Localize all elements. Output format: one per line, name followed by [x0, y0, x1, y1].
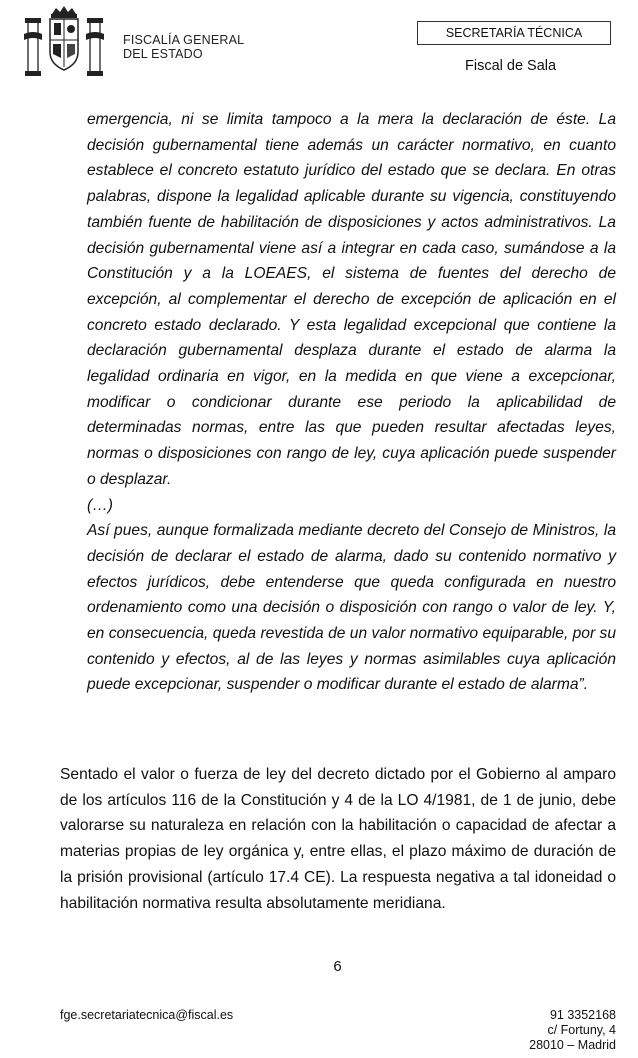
footer-email: fge.secretariatecnica@fiscal.es	[60, 1008, 234, 1022]
section-box: SECRETARÍA TÉCNICA	[417, 21, 611, 45]
quote-ellipsis: (…)	[87, 496, 113, 514]
body-paragraph: Sentado el valor o fuerza de ley del decreto dictado por el Gobierno al amparo de los artículos 116 de la Constitución y 4 de la LO 4/1981, de 1 de junio, debe valorarse su naturaleza en relación con la habilitación o capacidad de afectar a materias propias de ley orgánica y, entre ellas, el plazo máximo de duración de la prisión provisional (artículo 17.4 CE). La respuesta negativa a tal idoneidad o habilitación normativa resulta absolutamente meridiana.	[60, 766, 616, 912]
footer-phone: 91 3352168	[549, 1008, 616, 1022]
organization-name	[123, 33, 244, 61]
org-line-2: DEL ESTADO	[123, 47, 203, 61]
quote-paragraph-1: emergencia, ni se limita tampoco a la mera la declaración de éste. La decisión gubernamental tiene además un carácter normativo, en cuanto establece el concreto estatuto jurídico del estado que se declara. En otras palabras, dispone la legalidad aplicable durante su vigencia, constituyendo también fuente de habilitación de disposiciones y actos administrativos. La decisión gubernamental viene así a integrar en cada caso, sumándose a la Constitución y a la LOEAES, el sistema de fuentes del derecho de excepción, al complementar el derecho de excepción de aplicación en el concreto estado declarado. Y esta legalidad excepcional que contiene la declaración gubernamental desplaza durante el estado de alarma la legalidad ordinaria en vigor, en la medida en que viene a excepcionar, modificar o condicionar durante ese periodo la aplicabilidad de determinadas normas, entre las que pueden resultar afectadas leyes, normas o disposiciones con rango de ley, cuya aplicación puede suspender o desplazar.	[87, 111, 616, 488]
footer-street: c/ Fortuny, 4	[547, 1023, 616, 1037]
quote-paragraph-2: Así pues, aunque formalizada mediante decreto del Consejo de Ministros, la decisión de declarar el estado de alarma, dado su contenido normativo y efectos jurídicos, debe entenderse que queda configurada en nuestro ordenamiento como una decisión o disposición con rango o valor de ley. Y, en consecuencia, queda revestida de un valor normativo equiparable, por su contenido y efectos, al de las leyes y normas asimilables cuya aplicación puede excepcionar, suspender o modificar durante el estado de alarma”.	[87, 522, 616, 694]
footer-city: 28010 – Madrid	[529, 1038, 616, 1052]
header-subtitle: Fiscal de Sala	[465, 58, 557, 74]
page-number: 6	[333, 958, 342, 975]
page-header	[0, 0, 638, 90]
quoted-block	[87, 107, 616, 698]
footer-address	[529, 1008, 616, 1053]
org-line-1: FISCALÍA GENERAL	[123, 33, 245, 47]
coat-of-arms-icon	[14, 4, 114, 80]
